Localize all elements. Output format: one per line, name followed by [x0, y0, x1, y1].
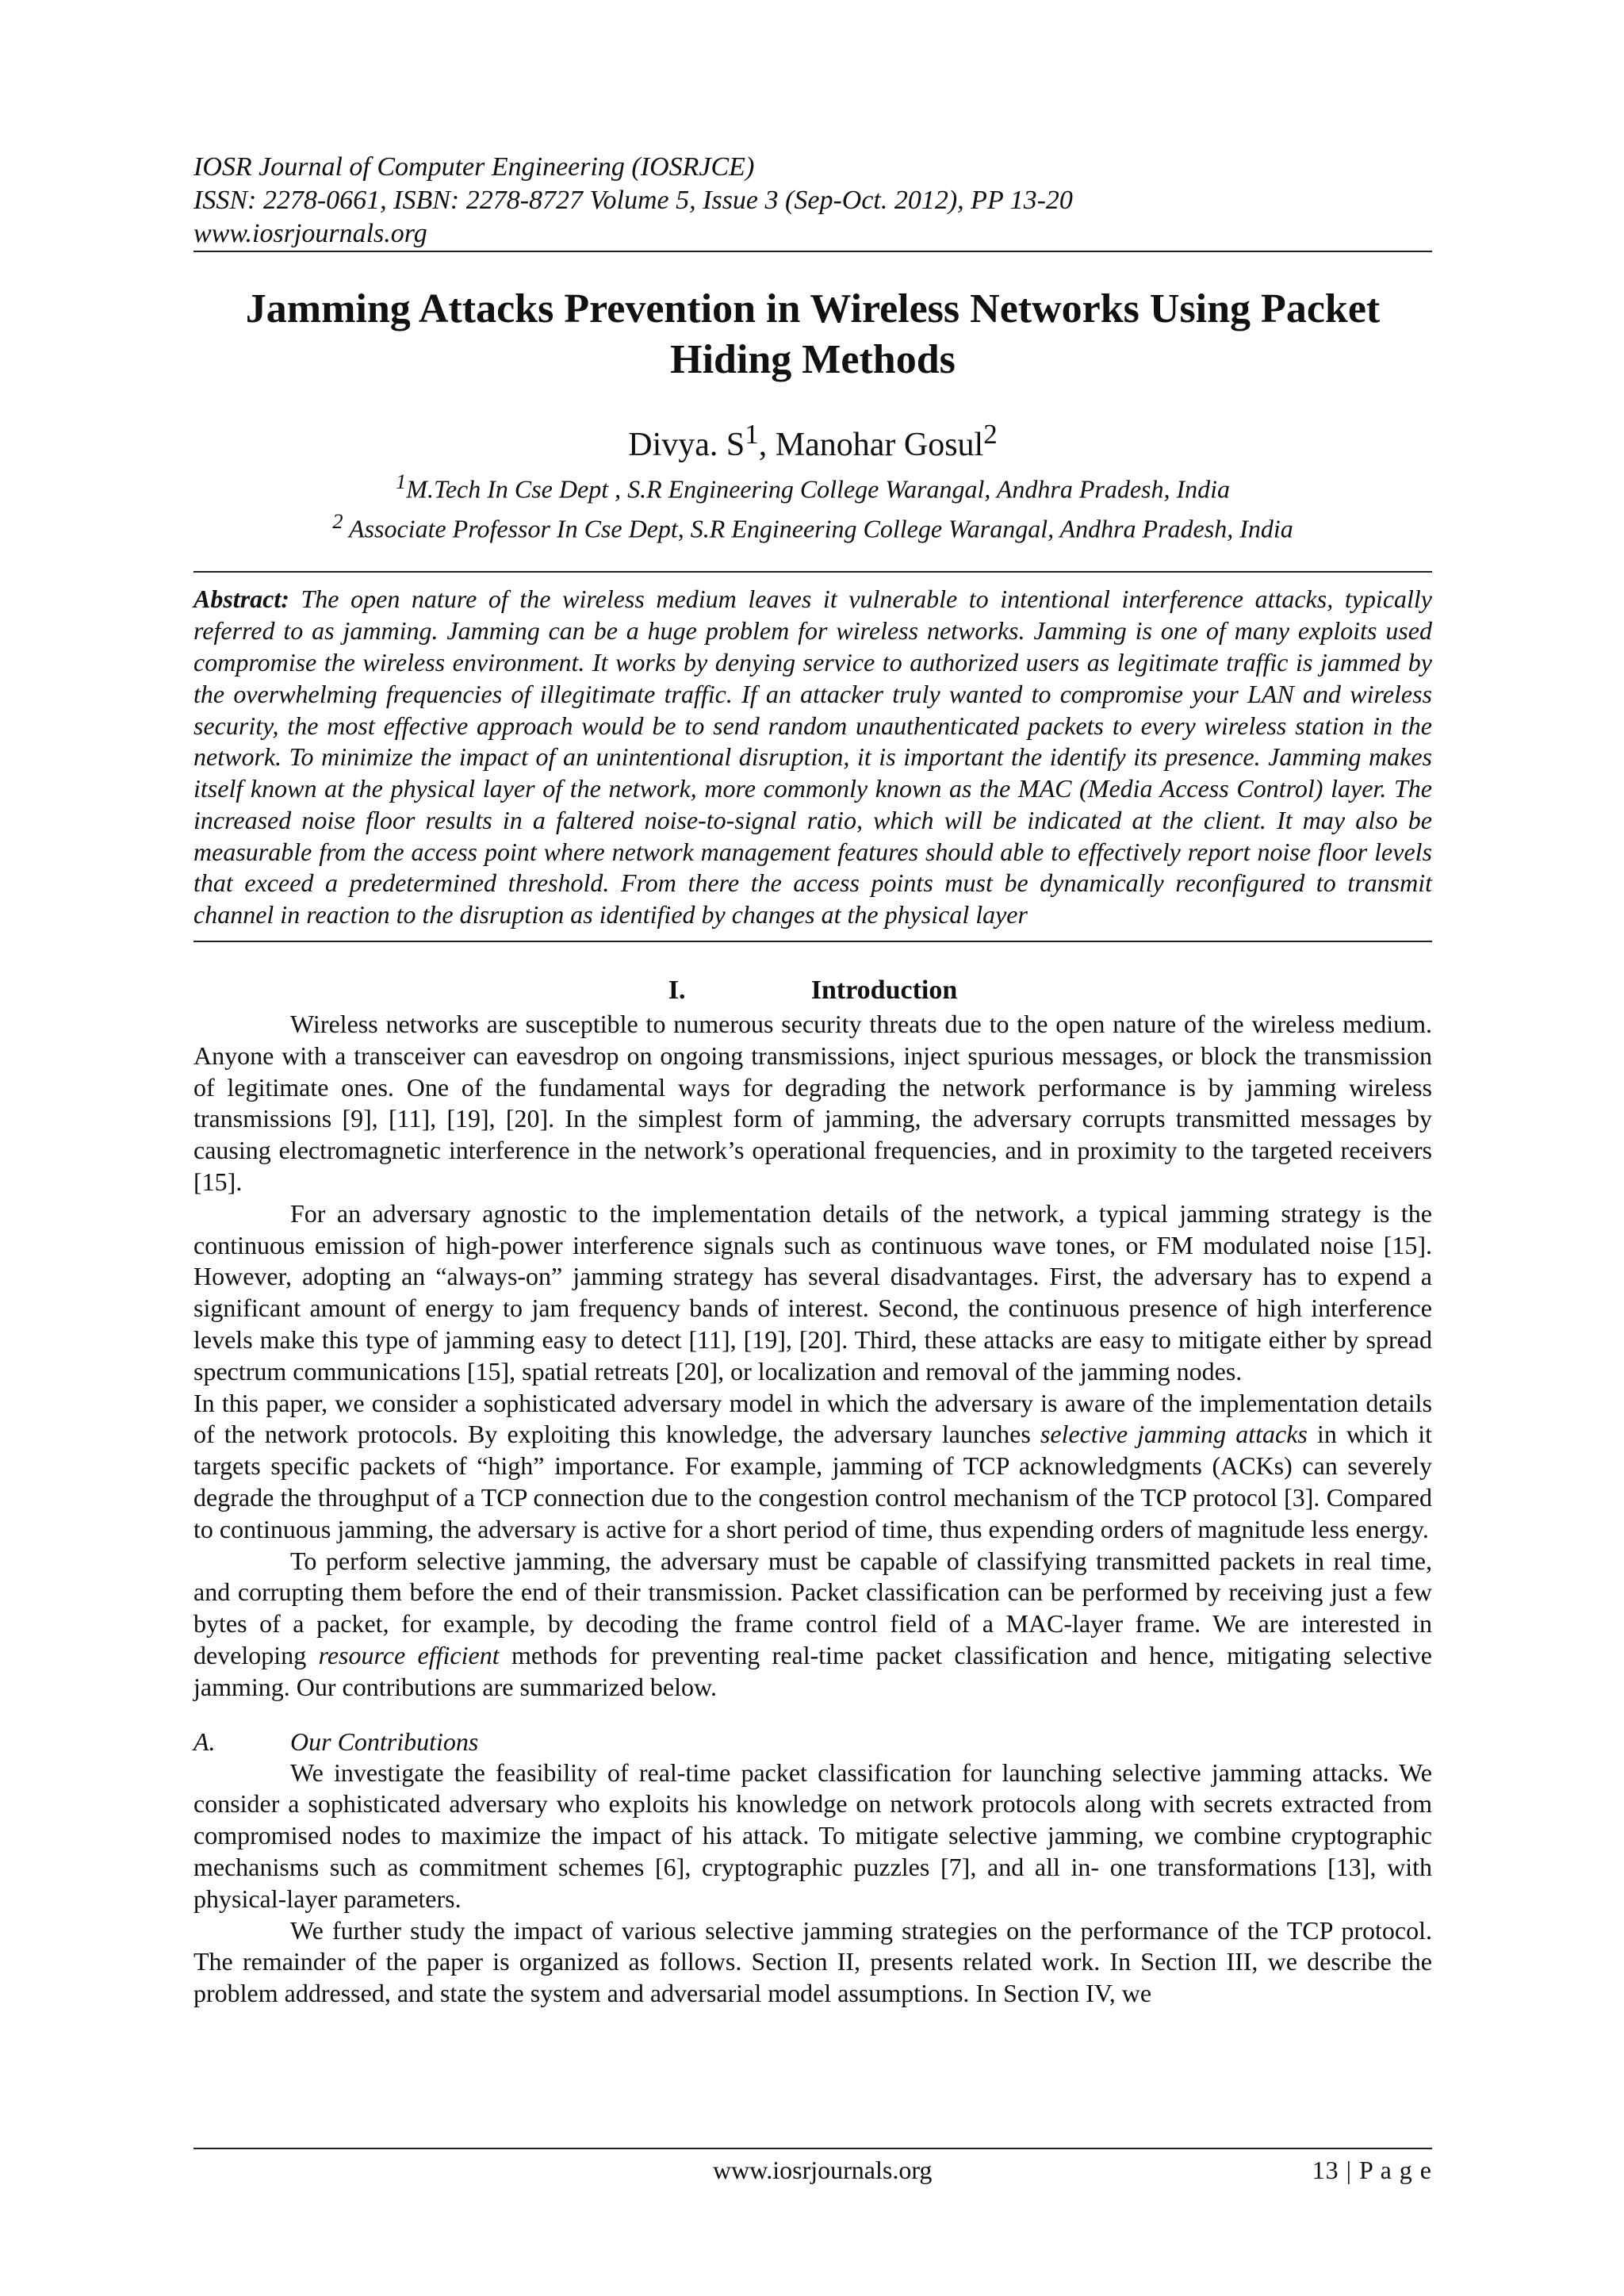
header-rule: [193, 251, 1432, 252]
footer-row: [193, 2156, 1432, 2191]
affiliation-2: [193, 505, 1432, 545]
section-title: Introduction: [810, 976, 958, 1006]
page-footer: [193, 2148, 1432, 2191]
journal-website: www.iosrjournals.org: [193, 219, 427, 248]
intro-paragraph-3-a: In this paper, we consider a sophisticated adversary model in which the adversary is aware of the implementation details of the network protocols. By exploiting this knowledge, the adversary launches: [193, 1388, 1432, 1449]
author-2: Manohar Gosul: [775, 427, 984, 463]
contributions-paragraph-1: We investigate the feasibility of real-time packet classification for launching selective jamming attacks. We consider a sophisticated adversary who exploits his knowledge on network protocols along with secrets extracted from compromised nodes to maximize the impact of his attack. To mitigate selective jamming, we combine cryptographic mechanisms such as commitment schemes [6], cryptographic puzzles [7], and all in- one transformations [13], with physical-layer parameters.: [193, 1757, 1432, 1913]
abstract-bottom-rule: [193, 941, 1432, 942]
issn-line: ISSN: 2278-0661, ISBN: 2278-8727 Volume 5, Issue 3 (Sep-Oct. 2012), PP 13-20: [193, 186, 1073, 215]
contributions-paragraph-2: We further study the impact of various selective jamming strategies on the performance of the TCP protocol. The remainder of the paper is organized as follows. Section II, presents related work. In Section III, we describe the problem addressed, and state the system and adversarial model assumptions. In Section IV, we: [193, 1915, 1432, 2008]
affiliation-1-text: M.Tech In Cse Dept , S.R Engineering College Warangal, Andhra Pradesh, India: [406, 474, 1231, 504]
paper-page: [193, 0, 1432, 2010]
intro-paragraph-1: Wireless networks are susceptible to numerous security threats due to the open nature of the wireless medium. Anyone with a transceiver can eavesdrop on ongoing transmissions, inject spurious messages, or block the transmission of legitimate ones. One of the fundamental ways for degrading the network performance is by jamming wireless transmissions [9], [11], [19], [20]. In the simplest form of jamming, the adversary corrupts transmitted messages by causing electromagnetic interference in the network’s operational frequencies, and in proximity to the targeted receivers [15].: [193, 1010, 1432, 1197]
author-1: Divya. S: [628, 427, 745, 463]
abstract-top-rule: [193, 571, 1432, 573]
affiliation-2-sup: 2: [332, 508, 343, 533]
author-list: [193, 414, 1432, 466]
intro-paragraph-3: [193, 1388, 1432, 1546]
affiliation-1-sup: 1: [395, 470, 407, 493]
footer-website: www.iosrjournals.org: [713, 2156, 933, 2184]
author-1-sup: 1: [745, 419, 759, 450]
title-line-2: Hiding Methods: [670, 337, 956, 382]
subsection-title: Our Contributions: [290, 1727, 479, 1756]
section-number: I.: [668, 976, 686, 1006]
journal-name: IOSR Journal of Computer Engineering (IOSRJCE): [193, 152, 755, 182]
abstract: [193, 584, 1432, 931]
section-heading-introduction: [193, 974, 1432, 1007]
intro-paragraph-2: For an adversary agnostic to the implementation details of the network, a typical jamming strategy is the continuous emission of high-power interference signals such as continuous wave tones, or FM modulated noise [15]. However, adopting an “always-on” jamming strategy has several disadvantages. First, the adversary has to expend a significant amount of energy to jam frequency bands of interest. Second, the continuous presence of high interference levels make this type of jamming easy to detect [11], [19], [20]. Third, these attacks are easy to mitigate either by spread spectrum communications [15], spatial retreats [20], or localization and removal of the jamming nodes.: [193, 1198, 1432, 1386]
subsection-heading-contributions: [193, 1726, 1432, 1757]
author-separator: ,: [758, 427, 776, 463]
intro-paragraph-3-em: selective jamming attacks: [1040, 1420, 1308, 1449]
abstract-text: The open nature of the wireless medium leaves it vulnerable to intentional interference attacks, typically referred to as jamming. Jamming can be a huge problem for wireless networks. Jamming is one of many exploits used compromise the wireless environment. It works by denying service to authorized users as legitimate traffic is jammed by the overwhelming frequencies of illegitimate traffic. If an attacker truly wanted to compromise your LAN and wireless security, the most effective approach would be to send random unauthenticated packets to every wireless station in the network. To minimize the impact of an unintentional disruption, it is important the identify its presence. Jamming makes itself known at the physical layer of the network, more commonly known as the MAC (Media Access Control) layer. The increased noise floor results in a faltered noise-to-signal ratio, which will be indicated at the client. It may also be measurable from the access point where network management features should able to effectively report noise floor levels that exceed a predetermined threshold. From there the access points must be dynamically reconfigured to transmit channel in reaction to the disruption as identified by changes at the physical layer: [193, 585, 1432, 930]
author-2-sup: 2: [983, 419, 998, 450]
footer-page-number: 13 | P a g e: [1312, 2156, 1432, 2184]
intro-paragraph-4: [193, 1546, 1432, 1704]
paper-title: [193, 284, 1432, 385]
affiliation-2-text: Associate Professor In Cse Dept, S.R Engineering College Warangal, Andhra Pradesh, India: [343, 514, 1293, 543]
intro-paragraph-4-em: resource efficient: [318, 1641, 500, 1670]
intro-paragraph-4-b: methods for preventing real-time packet classification and hence, mitigating selective jamming. Our contributions are summarized below.: [193, 1641, 1433, 1701]
intro-paragraph-3-b: in which it targets specific packets of “high” importance. For example, jamming of TCP acknowledgments (ACKs) can severely degrade the throughput of a TCP connection due to the congestion control mechanism of the TCP protocol [3]. Compared to continuous jamming, the adversary is active for a short period of time, thus expending orders of magnitude less energy.: [193, 1420, 1433, 1543]
subsection-number: A.: [193, 1727, 216, 1756]
footer-rule: [193, 2148, 1432, 2149]
affiliation-1: [193, 466, 1432, 505]
title-line-1: Jamming Attacks Prevention in Wireless Networks Using Packet: [245, 286, 1381, 332]
abstract-label: Abstract:: [193, 585, 289, 614]
intro-paragraph-4-a: To perform selective jamming, the adversary must be capable of classifying transmitted packets in real time, and corrupting them before the end of their transmission. Packet classification can be performed by receiving just a few bytes of a packet, for example, by decoding the frame control field of a MAC-layer frame. We are interested in developing: [193, 1546, 1432, 1670]
